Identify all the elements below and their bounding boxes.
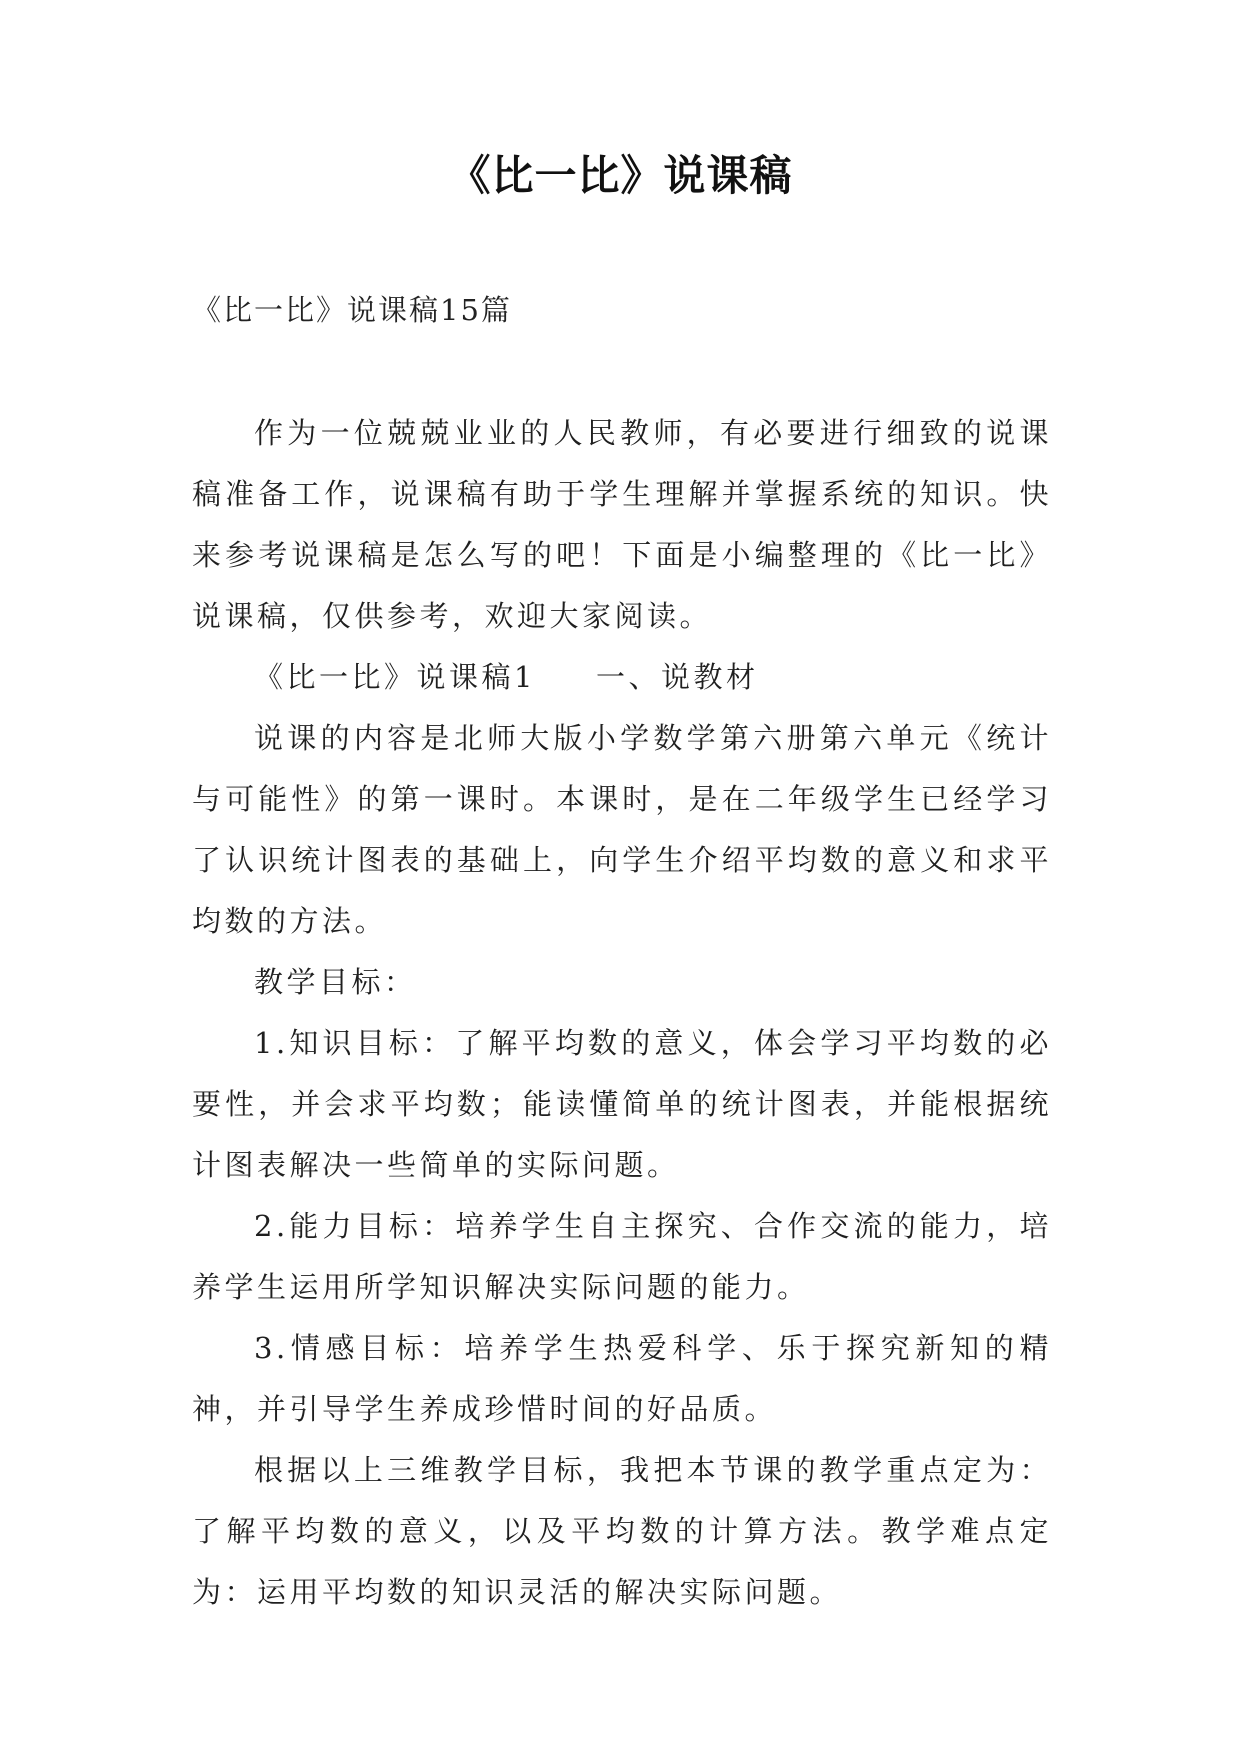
section-heading (192, 647, 1052, 708)
objective-ability: 2.能力目标：培养学生自主探究、合作交流的能力，培养学生运用所学知识解决实际问题的能力。 (192, 1209, 1052, 1304)
section-subheading: 一、说教材 (595, 660, 759, 694)
document-title: 《比一比》说课稿 (448, 151, 793, 200)
objective-knowledge: 1.知识目标：了解平均数的意义，体会学习平均数的必要性，并会求平均数；能读懂简单的统计图表，并能根据统计图表解决一些简单的实际问题。 (192, 1026, 1052, 1182)
objective-emotion: 3.情感目标：培养学生热爱科学、乐于探究新知的精神，并引导学生养成珍惜时间的好品质。 (192, 1331, 1052, 1426)
document-body (192, 403, 1052, 1623)
objectives-heading: 教学目标： (254, 965, 417, 999)
key-points-paragraph: 根据以上三维教学目标，我把本节课的教学重点定为：了解平均数的意义，以及平均数的计算方法。教学难点定为：运用平均数的知识灵活的解决实际问题。 (192, 1453, 1052, 1609)
section-heading-label: 《比一比》说课稿1 (254, 660, 536, 694)
document-subtitle: 《比一比》说课稿15篇 (192, 293, 512, 327)
intro-paragraph: 作为一位兢兢业业的人民教师，有必要进行细致的说课稿准备工作，说课稿有助于学生理解并掌握系统的知识。快来参考说课稿是怎么写的吧！下面是小编整理的《比一比》说课稿，仅供参考，欢迎大家阅读。 (192, 416, 1052, 633)
body-paragraph: 说课的内容是北师大版小学数学第六册第六单元《统计与可能性》的第一课时。本课时，是在二年级学生已经学习了认识统计图表的基础上，向学生介绍平均数的意义和求平均数的方法。 (192, 721, 1052, 938)
